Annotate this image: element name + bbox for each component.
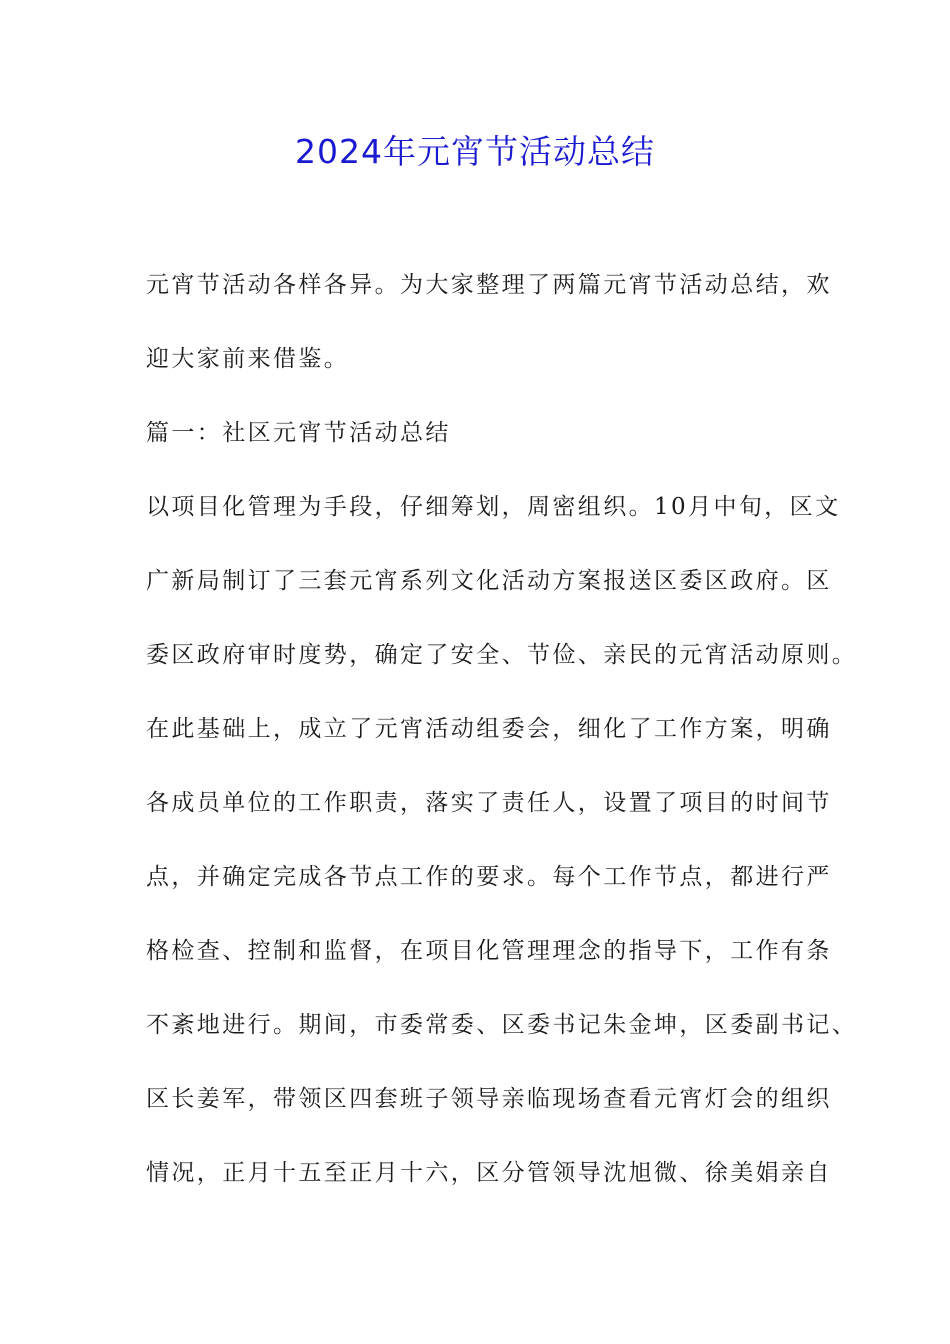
text-line: 区长姜军，带领区四套班子领导亲临现场查看元宵灯会的组织 — [146, 1086, 832, 1112]
text-line: 迎大家前来借鉴。 — [146, 346, 350, 372]
text-line: 广新局制订了三套元宵系列文化活动方案报送区委区政府。区 — [146, 568, 832, 594]
text-line: 点，并确定完成各节点工作的要求。每个工作节点，都进行严 — [146, 864, 832, 890]
document-title: 2024年元宵节活动总结 — [295, 132, 655, 171]
text-line: 元宵节活动各样各异。为大家整理了两篇元宵节活动总结，欢 — [146, 272, 832, 298]
text-line: 各成员单位的工作职责，落实了责任人，设置了项目的时间节 — [146, 790, 832, 816]
text-line: 以项目化管理为手段，仔细筹划，周密组织。10月中旬，区文 — [146, 494, 841, 520]
text-line: 格检查、控制和监督，在项目化管理理念的指导下，工作有条 — [146, 938, 832, 964]
document-body — [146, 262, 858, 1224]
section-heading: 篇一：社区元宵节活动总结 — [146, 420, 451, 446]
text-line: 情况，正月十五至正月十六，区分管领导沈旭微、徐美娟亲自 — [146, 1160, 832, 1186]
text-line: 不紊地进行。期间，市委常委、区委书记朱金坤，区委副书记、 — [146, 1012, 858, 1038]
text-line: 委区政府审时度势，确定了安全、节俭、亲民的元宵活动原则。 — [146, 642, 858, 668]
text-line: 在此基础上，成立了元宵活动组委会，细化了工作方案，明确 — [146, 716, 832, 742]
